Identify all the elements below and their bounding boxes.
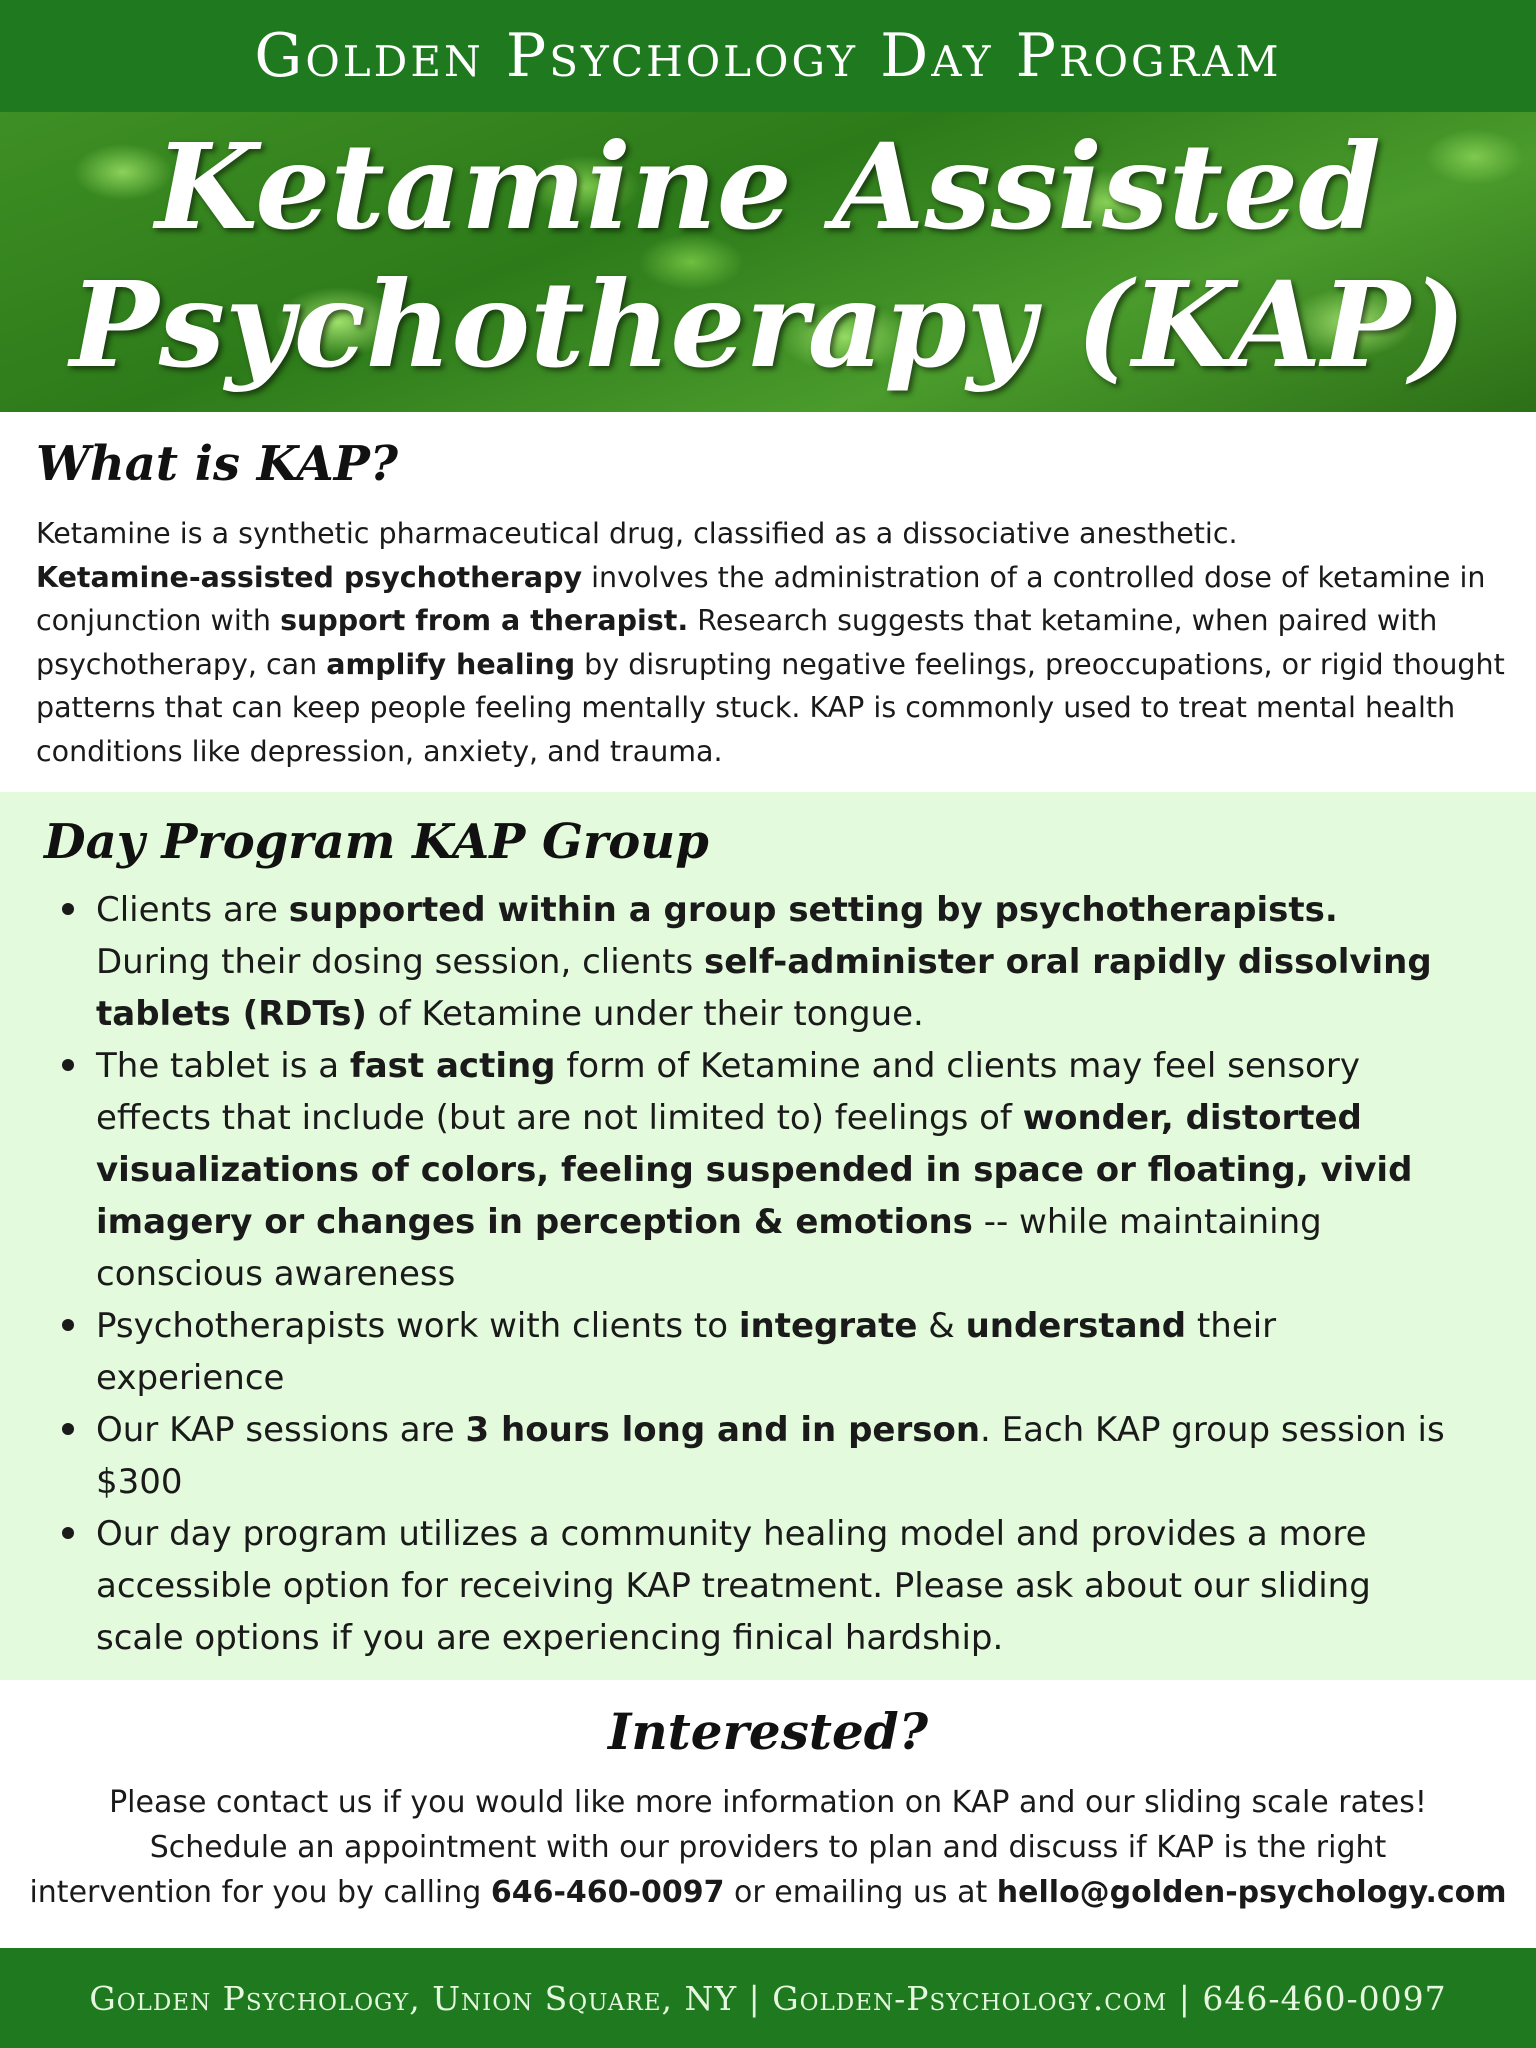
kap-group-section (0, 792, 1536, 1680)
bullet2-text-2: form of Ketamine and clients may feel sensory effects that include (but are not limited to) feelings of (96, 1046, 1360, 1138)
interested-section (0, 1680, 1536, 1948)
para-text-3: Research suggests that ketamine, when paired with psychotherapy, can (36, 604, 1438, 681)
bullet1-bold-1: supported within a group setting by psychotherapists. (288, 890, 1338, 930)
list-item (60, 1508, 1460, 1664)
bullet-dot-icon (62, 903, 74, 915)
what-is-kap-section (0, 412, 1536, 792)
hero-title-line2: Psychotherapy (KAP) (70, 255, 1466, 394)
bullet3-bold-2: understand (965, 1306, 1187, 1346)
bullet5-text-1: Our day program utilizes a community healing model and provides a more accessible option for receiving KAP treatment. Please ask about our sliding scale options if you are experiencing finical hardship. (96, 1514, 1371, 1658)
bullet4-text-1: Our KAP sessions are (96, 1410, 466, 1450)
bullet2-bold-2: wonder, distorted visualizations of colors, feeling suspended in space or floating, vivid imagery or changes in perception & emotions (96, 1098, 1413, 1242)
bullet-dot-icon (62, 1527, 74, 1539)
bullet2-text-3: -- while maintaining conscious awareness (96, 1202, 1322, 1294)
hero-title-line1: Ketamine Assisted (155, 117, 1381, 256)
para-bold-3: amplify healing (326, 647, 576, 681)
bullet-dot-icon (62, 1059, 74, 1071)
bullet3-text-3: their experience (96, 1306, 1277, 1398)
hero-leaves-banner (0, 112, 1536, 412)
para-text-1: Ketamine is a synthetic pharmaceutical drug, classified as a dissociative anesthetic. (36, 517, 1238, 550)
para-text-4: by disrupting negative feelings, preoccupations, or rigid thought patterns that can keep people feeling mentally stuck. KAP is commonly used to treat mental health conditions like depression, anxiety, and trauma. (36, 647, 1505, 768)
bullet3-bold-1: integrate (738, 1306, 918, 1346)
footer-bar (0, 1948, 1536, 2048)
bullet1-bold-2: self-administer oral rapidly dissolving tablets (RDTs) (96, 942, 1432, 1034)
list-item (60, 1300, 1460, 1404)
bullet4-bold-1: 3 hours long and in person (465, 1410, 981, 1450)
para-bold-2: support from a therapist. (280, 604, 689, 637)
program-banner (0, 0, 1536, 112)
kap-group-heading: Day Program KAP Group (44, 814, 709, 870)
bullet2-text-1: The tablet is a (96, 1046, 350, 1086)
program-title: Golden Psychology Day Program (254, 21, 1282, 91)
contact-line3a: intervention for you by calling (29, 1875, 491, 1910)
list-item (60, 884, 1460, 1040)
bullet3-text-1: Psychotherapists work with clients to (96, 1306, 739, 1346)
bullet-dot-icon (62, 1319, 74, 1331)
contact-line2: Schedule an appointment with our providers to plan and discuss if KAP is the right (149, 1830, 1387, 1865)
footer-text: Golden Psychology, Union Square, NY | Golden-Psychology.com | 646-460-0097 (89, 1978, 1447, 2018)
what-is-kap-heading: What is KAP? (36, 436, 398, 492)
kap-group-list (60, 884, 1460, 1664)
what-is-kap-paragraph (36, 512, 1506, 773)
contact-paragraph (0, 1780, 1536, 1915)
contact-line1: Please contact us if you would like more information on KAP and our sliding scale rates! (109, 1785, 1427, 1820)
bullet1-text-2: During their dosing session, clients (96, 942, 704, 982)
bullet2-bold-1: fast acting (349, 1046, 556, 1086)
para-text-2: involves the administration of a controlled dose of ketamine in conjunction with (36, 560, 1486, 637)
bullet-dot-icon (62, 1423, 74, 1435)
para-bold-1: Ketamine-assisted psychotherapy (36, 560, 583, 594)
contact-line3b: or emailing us at (724, 1875, 997, 1910)
phone-link[interactable]: 646-460-0097 (490, 1875, 725, 1910)
email-link[interactable]: hello@golden-psychology.com (996, 1875, 1507, 1910)
bullet4-text-2: . Each KAP group session is $300 (96, 1410, 1445, 1502)
interested-heading: Interested? (607, 1702, 929, 1761)
bullet3-text-2: & (917, 1306, 966, 1346)
list-item (60, 1404, 1460, 1508)
list-item (60, 1040, 1460, 1300)
bullet1-text-1: Clients are (96, 890, 289, 930)
bullet1-text-3: of Ketamine under their tongue. (366, 994, 924, 1034)
